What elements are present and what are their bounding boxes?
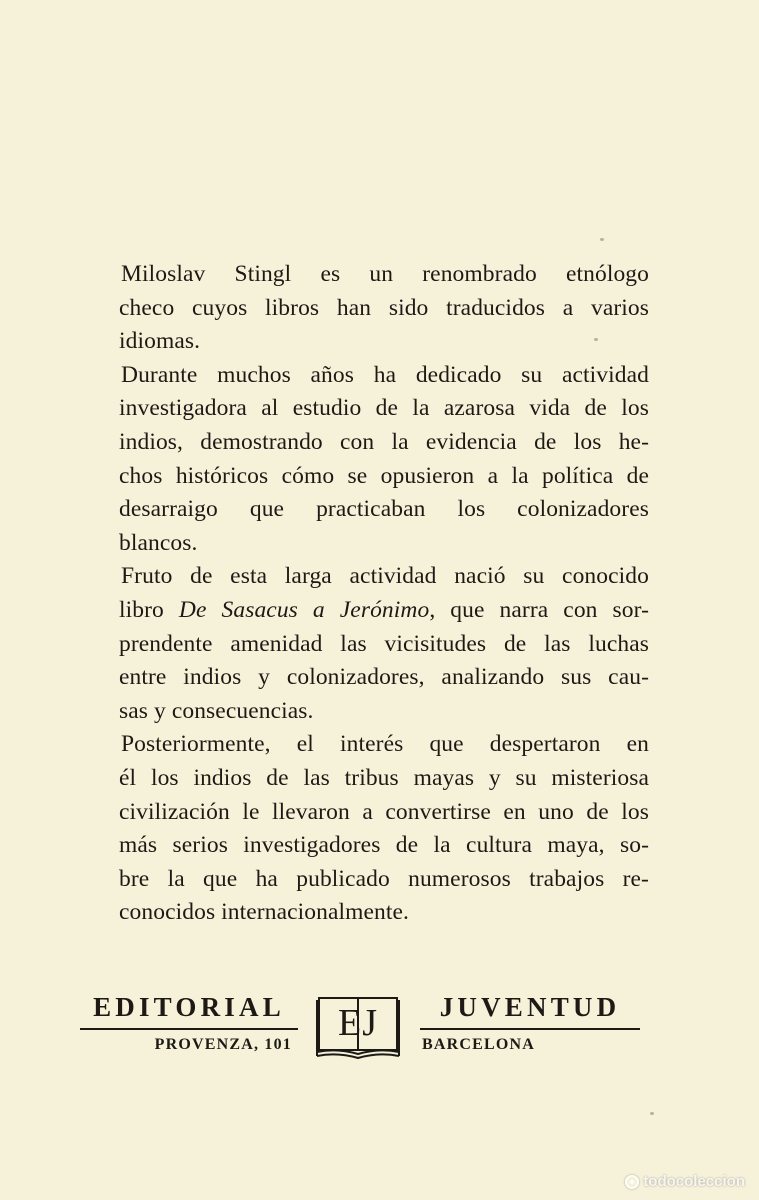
text-line: entre indios y colonizadores, analizando sus cau- bbox=[119, 664, 649, 691]
text-line: indios, demostrando con la evidencia de los he- bbox=[119, 428, 649, 455]
publisher-right bbox=[420, 990, 640, 1054]
watermark bbox=[625, 1173, 745, 1190]
text-line: idiomas. bbox=[119, 328, 201, 355]
paper-speck bbox=[600, 238, 604, 241]
publisher-left bbox=[80, 990, 298, 1054]
paragraph-3 bbox=[119, 560, 649, 728]
text-line: chos históricos cómo se opusieron a la política de bbox=[119, 462, 649, 489]
text-line: blancos. bbox=[119, 529, 198, 556]
divider bbox=[420, 1028, 640, 1030]
text-line: él los indios de las tribus mayas y su misteriosa bbox=[119, 764, 649, 791]
publisher-imprint bbox=[80, 990, 640, 1080]
book-description bbox=[119, 258, 649, 930]
text-line-with-title bbox=[119, 594, 649, 628]
text-line: Durante muchos años ha dedicado su actividad bbox=[121, 361, 649, 388]
text-line: bre la que ha publicado numerosos trabajos re- bbox=[119, 865, 649, 892]
paper-speck bbox=[594, 338, 598, 341]
publisher-city: BARCELONA bbox=[422, 1036, 536, 1053]
text-line: desarraigo que practicaban los colonizadores bbox=[119, 496, 649, 523]
text-line: prendente amenidad las vicisitudes de las luchas bbox=[119, 630, 649, 657]
logo-letters: EJ bbox=[338, 1002, 378, 1044]
text-line: más serios investigadores de la cultura maya, so- bbox=[119, 832, 649, 859]
text-line: Miloslav Stingl es un renombrado etnólogo bbox=[121, 261, 649, 287]
paragraph-1 bbox=[119, 258, 649, 359]
divider bbox=[80, 1028, 298, 1030]
text-line: Posteriormente, el interés que despertaron en bbox=[121, 731, 649, 758]
text-line: conocidos internacionalmente. bbox=[119, 899, 410, 926]
text-line: civilización le llevaron a convertirse en uno de los bbox=[119, 798, 649, 825]
text-line: investigadora al estudio de la azarosa vida de los bbox=[119, 395, 649, 422]
paragraph-2 bbox=[119, 359, 649, 561]
text-line: checo cuyos libros han sido traducidos a varios bbox=[119, 294, 649, 321]
watermark-logo-icon bbox=[625, 1175, 639, 1189]
publisher-name-right: JUVENTUD bbox=[439, 992, 621, 1022]
text-fragment: libro bbox=[119, 596, 179, 623]
publisher-address: PROVENZA, 101 bbox=[154, 1036, 292, 1053]
watermark-text: todocoleccion bbox=[643, 1173, 745, 1190]
publisher-logo bbox=[316, 996, 400, 1060]
paper-speck bbox=[650, 1112, 654, 1115]
text-line: Fruto de esta larga actividad nació su conocido bbox=[121, 563, 649, 590]
text-line: sas y consecuencias. bbox=[119, 697, 314, 724]
paragraph-4 bbox=[119, 728, 649, 930]
publisher-name-left: EDITORIAL bbox=[93, 992, 285, 1022]
book-title: De Sasacus a Jerónimo bbox=[178, 596, 430, 623]
text-fragment: , que narra con sor- bbox=[429, 596, 650, 623]
